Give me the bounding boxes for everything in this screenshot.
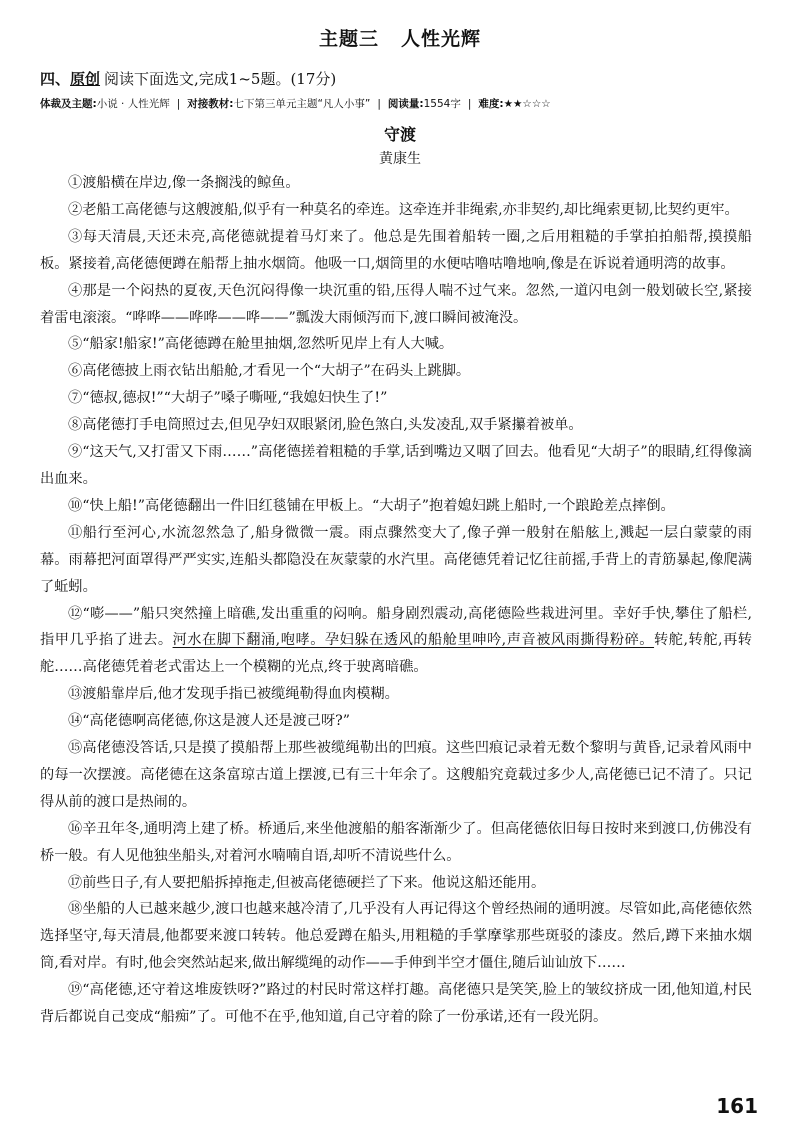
genre-label: 体裁及主题:: [40, 98, 97, 110]
paragraph: ②老船工高佬德与这艘渡船,似乎有一种莫名的牵连。这牵连并非绳索,亦非契约,却比绳索更韧,比契约更牢。: [68, 201, 739, 218]
meta-separator: |: [377, 98, 381, 110]
reading-value: 1554字: [423, 98, 461, 110]
story-author: 黄康生: [379, 151, 421, 167]
paragraph: ⑭“高佬德啊高佬德,你这是渡人还是渡己呀?”: [68, 713, 350, 730]
paragraph: ⑪船行至河心,水流忽然急了,船身微微一震。雨点骤然变大了,像子弹一般射在船舷上,溅起一层白蒙蒙的雨幕。雨幕把河面罩得严严实实,连船头都隐没在灰蒙蒙的水汽里。高佬德凭着记忆往前摇,手背上的青筋暴起,像爬满了蚯蚓。: [40, 524, 752, 595]
paragraph: ⑱坐船的人已越来越少,渡口也越来越冷清了,几乎没有人再记得这个曾经热闹的通明渡。尽管如此,高佬德依然选择坚守,每天清晨,他都要来渡口转转。他总爱蹲在船头,用粗糙的手掌摩挲那些斑驳的漆皮。然后,蹲下来抽水烟筒,看对岸。有时,他会突然站起来,做出解缆绳的动作——手伸到半空才僵住,随后讪讪放下……: [40, 901, 752, 972]
story-body: [40, 170, 752, 1031]
difficulty-stars: ★★☆☆☆: [503, 98, 551, 110]
difficulty-label: 难度:: [478, 98, 504, 110]
textbook-label: 对接教材:: [187, 98, 234, 110]
paragraph: ⑦“德叔,德叔!”“大胡子”嗓子嘶哑,“我媳妇快生了!”: [68, 390, 388, 407]
theme-title: [0, 24, 800, 51]
meta-separator: |: [176, 98, 181, 110]
paragraph: ⑥高佬德披上雨衣钻出船舱,才看见一个“大胡子”在码头上跳脚。: [68, 363, 471, 380]
paragraph: ⑨“这天气,又打雷又下雨……”高佬德搓着粗糙的手掌,话到嘴边又咽了回去。他看见“大胡子”的眼睛,红得像滴出血来。: [40, 444, 752, 487]
theme-label: 主题三: [318, 28, 379, 50]
paragraph: ⑬渡船靠岸后,他才发现手指已被缆绳勒得血肉模糊。: [68, 686, 399, 703]
underlined-sentence: 河水在脚下翻涌,咆哮。孕妇躲在透风的船舱里呻吟,声音被风雨撕得粉碎。: [172, 632, 655, 649]
section-number: 四、: [40, 70, 71, 88]
meta-separator: |: [467, 98, 472, 110]
paragraph: ⑩“快上船!”高佬德翻出一件旧红毯铺在甲板上。“大胡子”抱着媳妇跳上船时,一个踉跄差点摔倒。: [68, 497, 675, 514]
p12-before: ⑫“嘭——”船只突然撞上暗礁,发出重重的闷响。船身剧烈震动,高佬德险些栽进河里。幸好手快,攀住了船栏,指甲几乎掐了进去。: [40, 605, 752, 649]
paragraph: ⑮高佬德没答话,只是摸了摸船帮上那些被缆绳勒出的凹痕。这些凹痕记录着无数个黎明与黄昏,记录着风雨中的每一次摆渡。高佬德在这条富琼古道上摆渡,已有三十年余了。这艘船究竟载过多少人,高佬德已记不清了。只记得从前的渡口是热闹的。: [40, 740, 752, 810]
paragraph-12: [40, 601, 752, 682]
p12-after: 转舵,转舵,再转舵……高佬德凭着老式雷达上一个模糊的光点,终于驶离暗礁。: [40, 632, 752, 676]
reading-label: 阅读量:: [387, 98, 424, 110]
original-badge: 原创: [70, 70, 101, 88]
paragraph: ⑧高佬德打手电筒照过去,但见孕妇双眼紧闭,脸色煞白,头发凌乱,双手紧攥着被单。: [68, 417, 583, 434]
paragraph: ①渡船横在岸边,像一条搁浅的鲸鱼。: [68, 175, 300, 191]
section-instruction: 阅读下面选文,完成1~5题。(17分): [104, 70, 337, 88]
textbook-value: 七下第三单元主题“凡人小事”: [233, 98, 371, 110]
story-title: 守渡: [383, 125, 416, 144]
section-heading: [40, 68, 760, 89]
meta-info: [40, 96, 770, 111]
genre-value: 小说 · 人性光辉: [96, 98, 170, 110]
paragraph: ④那是一个闷热的夏夜,天色沉闷得像一块沉重的铅,压得人喘不过气来。忽然,一道闪电剑一般划破长空,紧接着雷电滚滚。“哗哗——哗哗——哗——”瓢泼大雨倾泻而下,渡口瞬间被淹没。: [40, 282, 752, 326]
paragraph: ⑰前些日子,有人要把船拆掉拖走,但被高佬德硬拦了下来。他说这船还能用。: [68, 874, 546, 891]
paragraph: ③每天清晨,天还未亮,高佬德就提着马灯来了。他总是先围着船转一圈,之后用粗糙的手掌拍拍船帮,摸摸船板。紧接着,高佬德便蹲在船帮上抽水烟筒。他吸一口,烟筒里的水便咕噜咕噜地响,像是在诉说着通明湾的故事。: [40, 228, 752, 272]
paragraph: ⑯辛丑年冬,通明湾上建了桥。桥通后,来坐他渡船的船客渐渐少了。但高佬德依旧每日按时来到渡口,仿佛没有桥一般。有人见他独坐船头,对着河水喃喃自语,却听不清说些什么。: [40, 820, 752, 864]
paragraph: ⑲“高佬德,还守着这堆废铁呀?”路过的村民时常这样打趣。高佬德只是笑笑,脸上的皱纹挤成一团,他知道,村民背后都说自己变成“船痴”了。可他不在乎,他知道,自己守着的除了一份承诺,还有一段光阴。: [40, 982, 752, 1026]
page-number: 161: [716, 1094, 758, 1118]
paragraph: ⑤“船家!船家!”高佬德蹲在舱里抽烟,忽然听见岸上有人大喊。: [68, 336, 454, 353]
theme-name: 人性光辉: [401, 28, 482, 50]
